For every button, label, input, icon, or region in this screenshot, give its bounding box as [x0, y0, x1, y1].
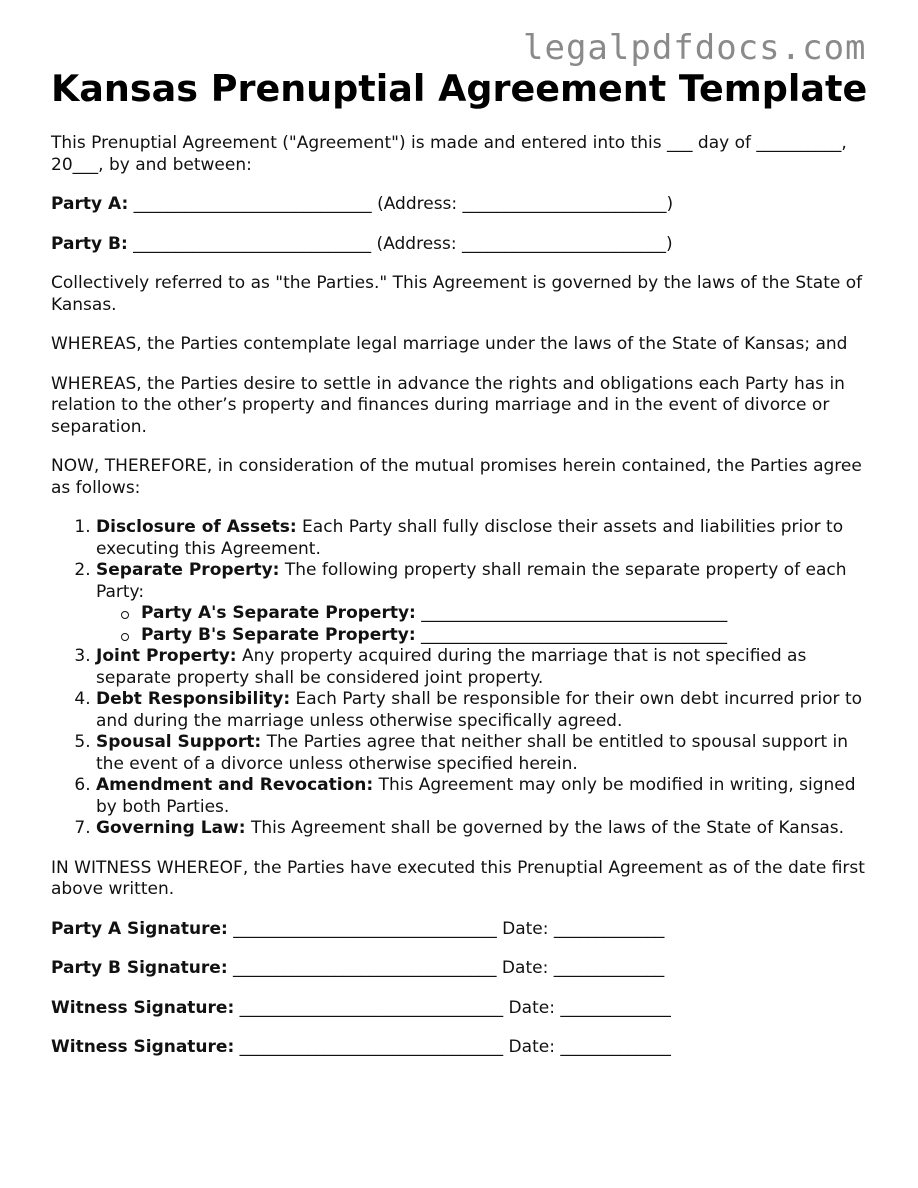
term-title: Amendment and Revocation: [96, 775, 374, 795]
whereas-paragraph-1: WHEREAS, the Parties contemplate legal marriage under the laws of the State of Kansas; and [51, 334, 848, 354]
party-a-label: Party A: [51, 194, 129, 214]
term-item [96, 818, 881, 840]
signature-label: Witness Signature: [51, 997, 235, 1018]
separate-property-label: Party A's Separate Property: [141, 603, 416, 623]
party-b-label: Party B: [51, 233, 128, 254]
separate-property-item [141, 625, 881, 647]
party-b-line [51, 234, 881, 256]
collectively-paragraph: Collectively referred to as "the Parties." This Agreement is governed by the laws of the State of Kansas. [51, 273, 863, 315]
signature-label: Party B Signature: [51, 958, 228, 978]
term-text: Each Party shall be responsible for their own debt incurred prior to and during the marriage unless otherwise specifically agreed. [96, 689, 863, 731]
separate-property-blank: ____________________________________ [415, 603, 728, 623]
term-text: The Parties agree that neither shall be entitled to spousal support in the event of a divorce unless otherwise specified herein. [96, 732, 849, 774]
document-title: Kansas Prenuptial Agreement Template [51, 67, 868, 110]
intro-paragraph: This Prenuptial Agreement ("Agreement") is made and entered into this ___ day of __________, 20___, by and between: [51, 133, 847, 175]
term-text: The following property shall remain the separate property of each Party: [96, 560, 847, 602]
term-item [96, 732, 881, 775]
term-item [96, 517, 881, 560]
term-text: This Agreement may only be modified in writing, signed by both Parties. [96, 775, 856, 817]
now-therefore-paragraph: NOW, THEREFORE, in consideration of the mutual promises herein contained, the Parties agree as follows: [51, 456, 862, 498]
term-item [96, 560, 881, 646]
term-text: Each Party shall fully disclose their assets and liabilities prior to executing this Agreement. [96, 517, 844, 559]
separate-property-item [141, 603, 881, 625]
signature-line [51, 1037, 881, 1059]
party-a-fields: ____________________________ (Address: ________________________) [128, 194, 674, 214]
term-title: Separate Property: [96, 560, 280, 580]
signature-label: Witness Signature: [51, 1037, 235, 1057]
term-title: Debt Responsibility: [96, 689, 291, 709]
terms-list [51, 517, 881, 840]
document-body [51, 66, 881, 1077]
term-item [96, 646, 881, 689]
signature-line [51, 958, 881, 980]
signature-line [51, 998, 881, 1020]
signature-line [51, 919, 881, 941]
watermark: legalpdfdocs.com [523, 28, 867, 68]
term-item [96, 775, 881, 818]
witness-clause: IN WITNESS WHEREOF, the Parties have executed this Prenuptial Agreement as of the date first above written. [51, 857, 865, 899]
term-text: This Agreement shall be governed by the laws of the State of Kansas. [245, 818, 845, 838]
signature-blank: _______________________________ Date: _____________ [234, 997, 671, 1018]
separate-property-label: Party B's Separate Property: [141, 624, 416, 645]
term-title: Disclosure of Assets: [96, 517, 297, 537]
party-a-line [51, 194, 881, 216]
signature-blank: _______________________________ Date: _____________ [234, 1037, 671, 1057]
party-b-fields: ____________________________ (Address: ________________________) [127, 233, 673, 254]
signature-label: Party A Signature: [51, 918, 228, 939]
term-title: Joint Property: [96, 646, 237, 666]
whereas-paragraph-2: WHEREAS, the Parties desire to settle in advance the rights and obligations each Party has in relation to the other’s property and finances during marriage and in the event of divorce or separation. [51, 373, 845, 437]
term-item [96, 689, 881, 732]
term-title: Governing Law: [96, 818, 246, 838]
term-text: Any property acquired during the marriage that is not specified as separate property shall be considered joint property. [96, 646, 807, 688]
separate-property-blank: ____________________________________ [415, 624, 728, 645]
signature-blank: _______________________________ Date: _____________ [227, 958, 665, 978]
term-title: Spousal Support: [96, 732, 262, 752]
separate-property-list [96, 603, 881, 646]
signature-blank: _______________________________ Date: _____________ [227, 918, 665, 939]
